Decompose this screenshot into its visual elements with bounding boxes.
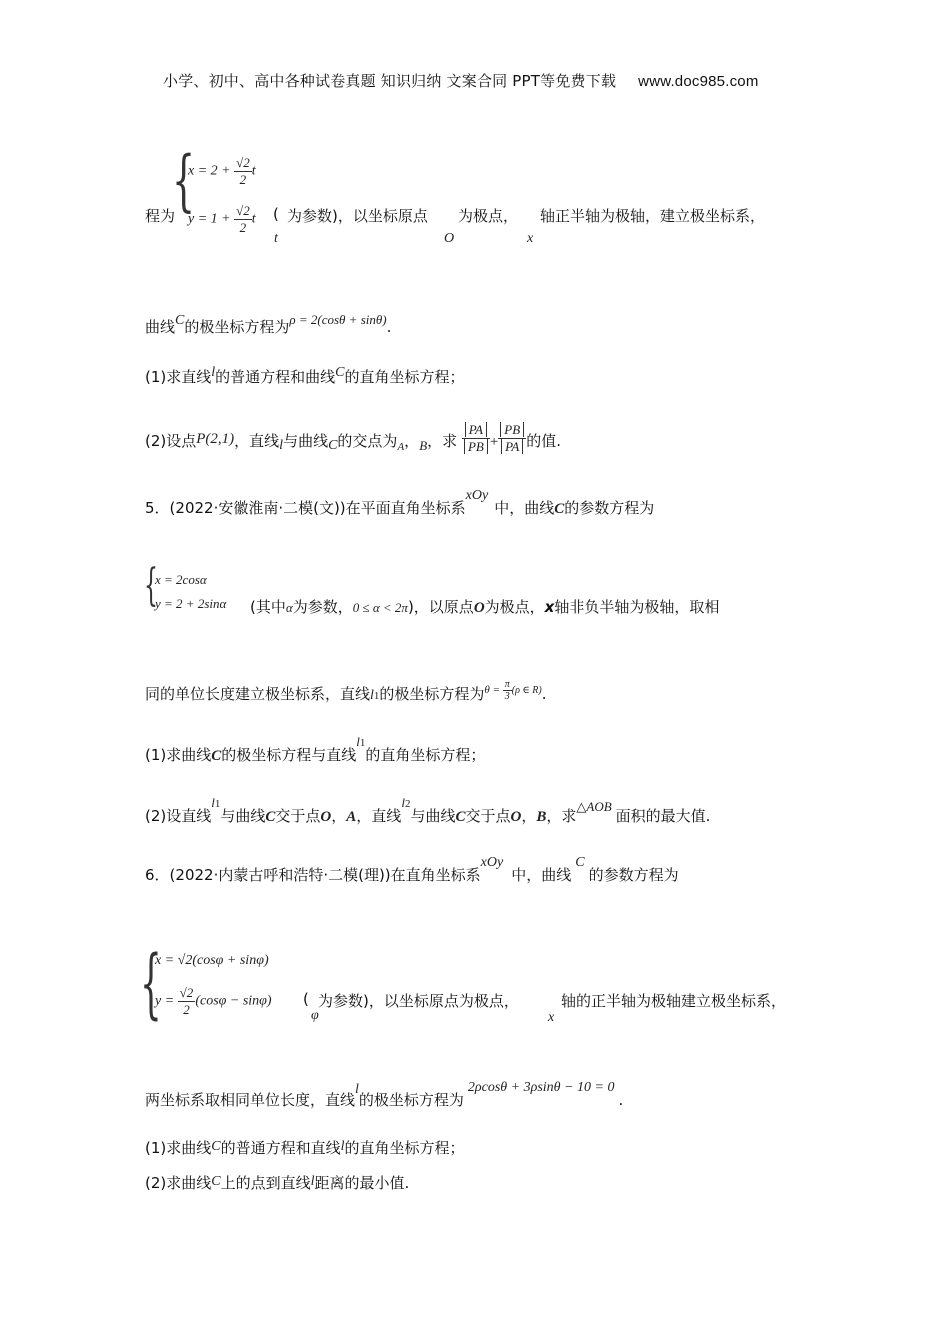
p4-brace: { (172, 142, 196, 219)
p5-title: 5．(2022·安徽淮南·二模(文))在平面直角坐标系xOy中，曲线C的参数方程为 (145, 488, 655, 517)
p4-pole-text: 为极点， (458, 207, 519, 225)
p6-equation-x: x = √2(cosφ + sinφ) (155, 953, 269, 968)
p4-curve-line: 曲线C的极坐标方程为ρ = 2(cosθ + sinθ). (145, 312, 392, 336)
p5-question-1: (1)求曲线C的极坐标方程与直线$l^1$的直角坐标方程； (145, 734, 486, 764)
p6-line-polar: 两坐标系取相同单位长度，直线l的极坐标方程为2ρcosθ + 3ρsinθ − 10 = 0. (145, 1080, 624, 1109)
p6-equation-y: y = $\frac{√2}{2}$ (cosφ − sinφ) (155, 985, 272, 1017)
header-text: 小学、初中、高中各种试卷真题 知识归纳 文案合同 PPT等免费下载 (163, 72, 617, 90)
p6-paren: ( (303, 990, 309, 1008)
p6-param-text: 为参数)，以坐标原点为极点， (318, 992, 519, 1010)
p6-title: 6．(2022·内蒙古呼和浩特·二模(理))在直角坐标系xOy中，曲线C的参数方程为 (145, 855, 679, 884)
p4-question-1: (1)求直线l的普通方程和曲线C的直角坐标方程； (145, 365, 465, 386)
p6-question-2: (2)求曲线C上的点到直线l距离的最小值. (145, 1174, 410, 1192)
p6-axis-text: 轴的正半轴为极轴建立极坐标系， (561, 992, 787, 1010)
p5-question-2: (2)设直线$l^1$与曲线C交于点O，A，直线$l^2$与曲线C交于点O，B，求△AOB面积的最大值. (145, 795, 711, 825)
p5-equation-y: y = 2 + 2sinα (155, 596, 227, 611)
p5-brace: { (144, 560, 158, 611)
p6-phi-var: φ (311, 1008, 319, 1023)
p4-x-var: x (527, 231, 534, 246)
p5-line-polar: 同的单位长度建立极坐标系，直线l1的极坐标方程为$^{\theta =}$ $\frac{\pi}{3}$ $^{(\rho \in R)}$. (145, 679, 547, 703)
p4-O-var: O (444, 231, 455, 246)
p6-brace: { (140, 938, 162, 1027)
p4-param-text: 为参数)，以坐标原点 (287, 207, 428, 225)
p5-equation-x: x = 2cosα (155, 572, 207, 587)
page-header (163, 70, 759, 91)
header-url: www.doc985.com (638, 73, 759, 90)
p4-equation-y: y = 1 + $\frac{√2}{2}$ t (188, 203, 256, 235)
p6-x-var: x (548, 1010, 555, 1025)
p6-question-1: (1)求曲线C的普通方程和直线l的直角坐标方程； (145, 1139, 465, 1157)
p4-paren: ( (273, 205, 279, 223)
p4-prefix: 程为 (145, 207, 176, 225)
p4-t-var: t (274, 231, 278, 246)
p4-equation-x: x = 2 + $\frac{√2}{2}$ t (188, 155, 256, 187)
p4-question-2: (2)设点P(2,1)，直线l与曲线C的交点为$_A$，B，求 $\frac{PA}{PB}$ + $\frac{PB}{PA}$ 的值. (145, 422, 561, 454)
p4-axis-text: 轴正半轴为极轴，建立极坐标系， (540, 207, 766, 225)
p5-condition: (其中α为参数，0 ≤ α < 2π)，以原点O为极点，x轴非负半轴为极轴，取相 (250, 598, 720, 616)
